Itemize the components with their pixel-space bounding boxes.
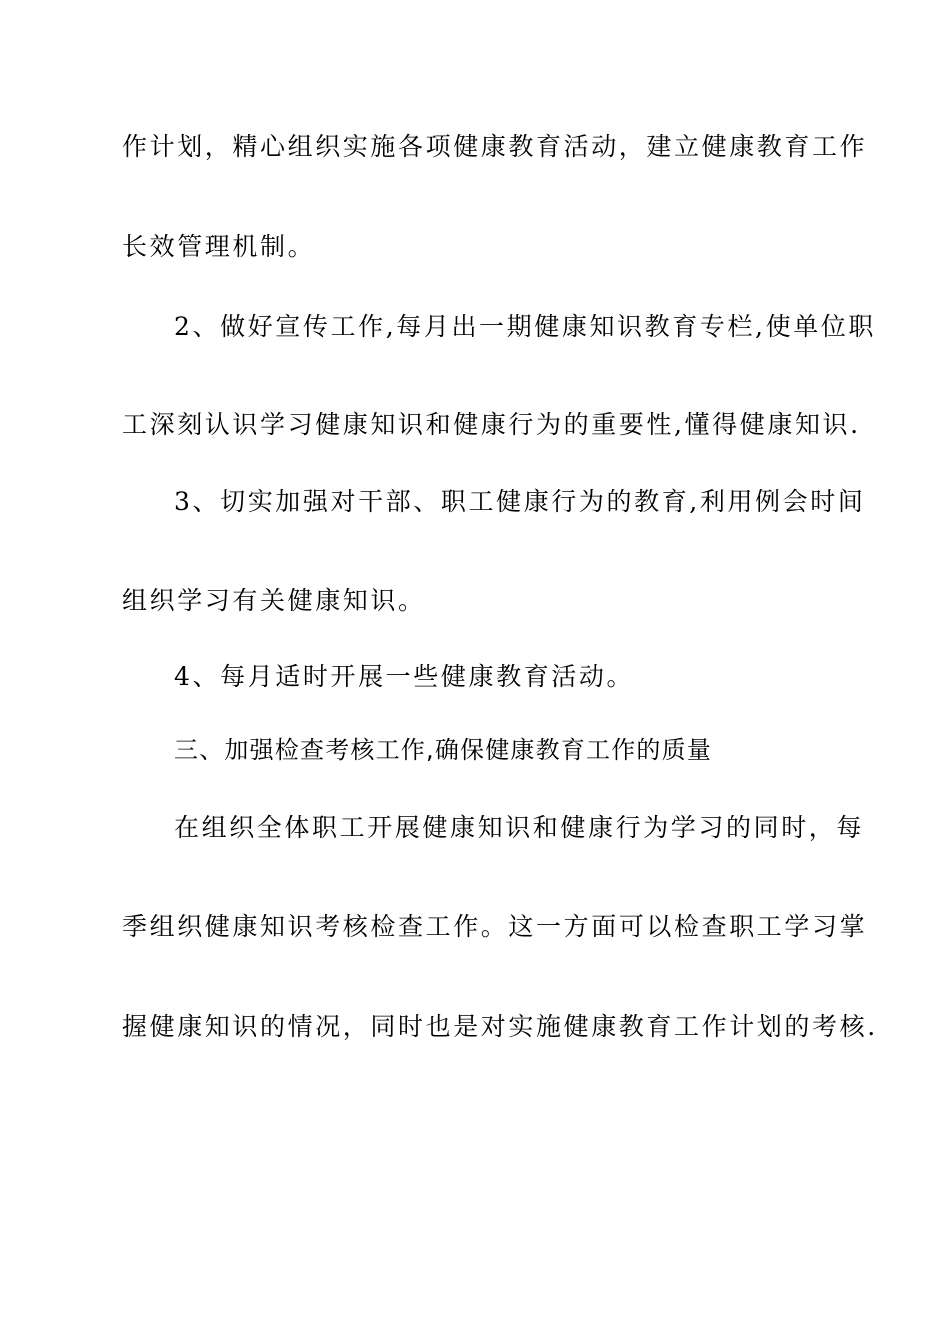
section-heading: 三、加强检查考核工作,确保健康教育工作的质量	[174, 736, 713, 764]
list-item-3: 3、切实加强对干部、职工健康行为的教育,利用例会时间	[174, 487, 866, 516]
paragraph-line: 作计划，精心组织实施各项健康教育活动，建立健康教育工作	[122, 132, 868, 161]
paragraph-line: 长效管理机制。	[122, 232, 316, 261]
list-item-4: 4、每月适时开展一些健康教育活动。	[174, 662, 635, 691]
paragraph-line: 在组织全体职工开展健康知识和健康行为学习的同时，每	[174, 813, 865, 842]
paragraph-line: 组织学习有关健康知识。	[122, 586, 426, 615]
paragraph-line: 工深刻认识学习健康知识和健康行为的重要性,懂得健康知识.	[122, 410, 861, 439]
paragraph-line: 握健康知识的情况，同时也是对实施健康教育工作计划的考核.	[122, 1012, 878, 1041]
list-item-2: 2、做好宣传工作,每月出一期健康知识教育专栏,使单位职	[174, 312, 877, 341]
paragraph-line: 季组织健康知识考核检查工作。这一方面可以检查职工学习掌	[122, 912, 868, 941]
